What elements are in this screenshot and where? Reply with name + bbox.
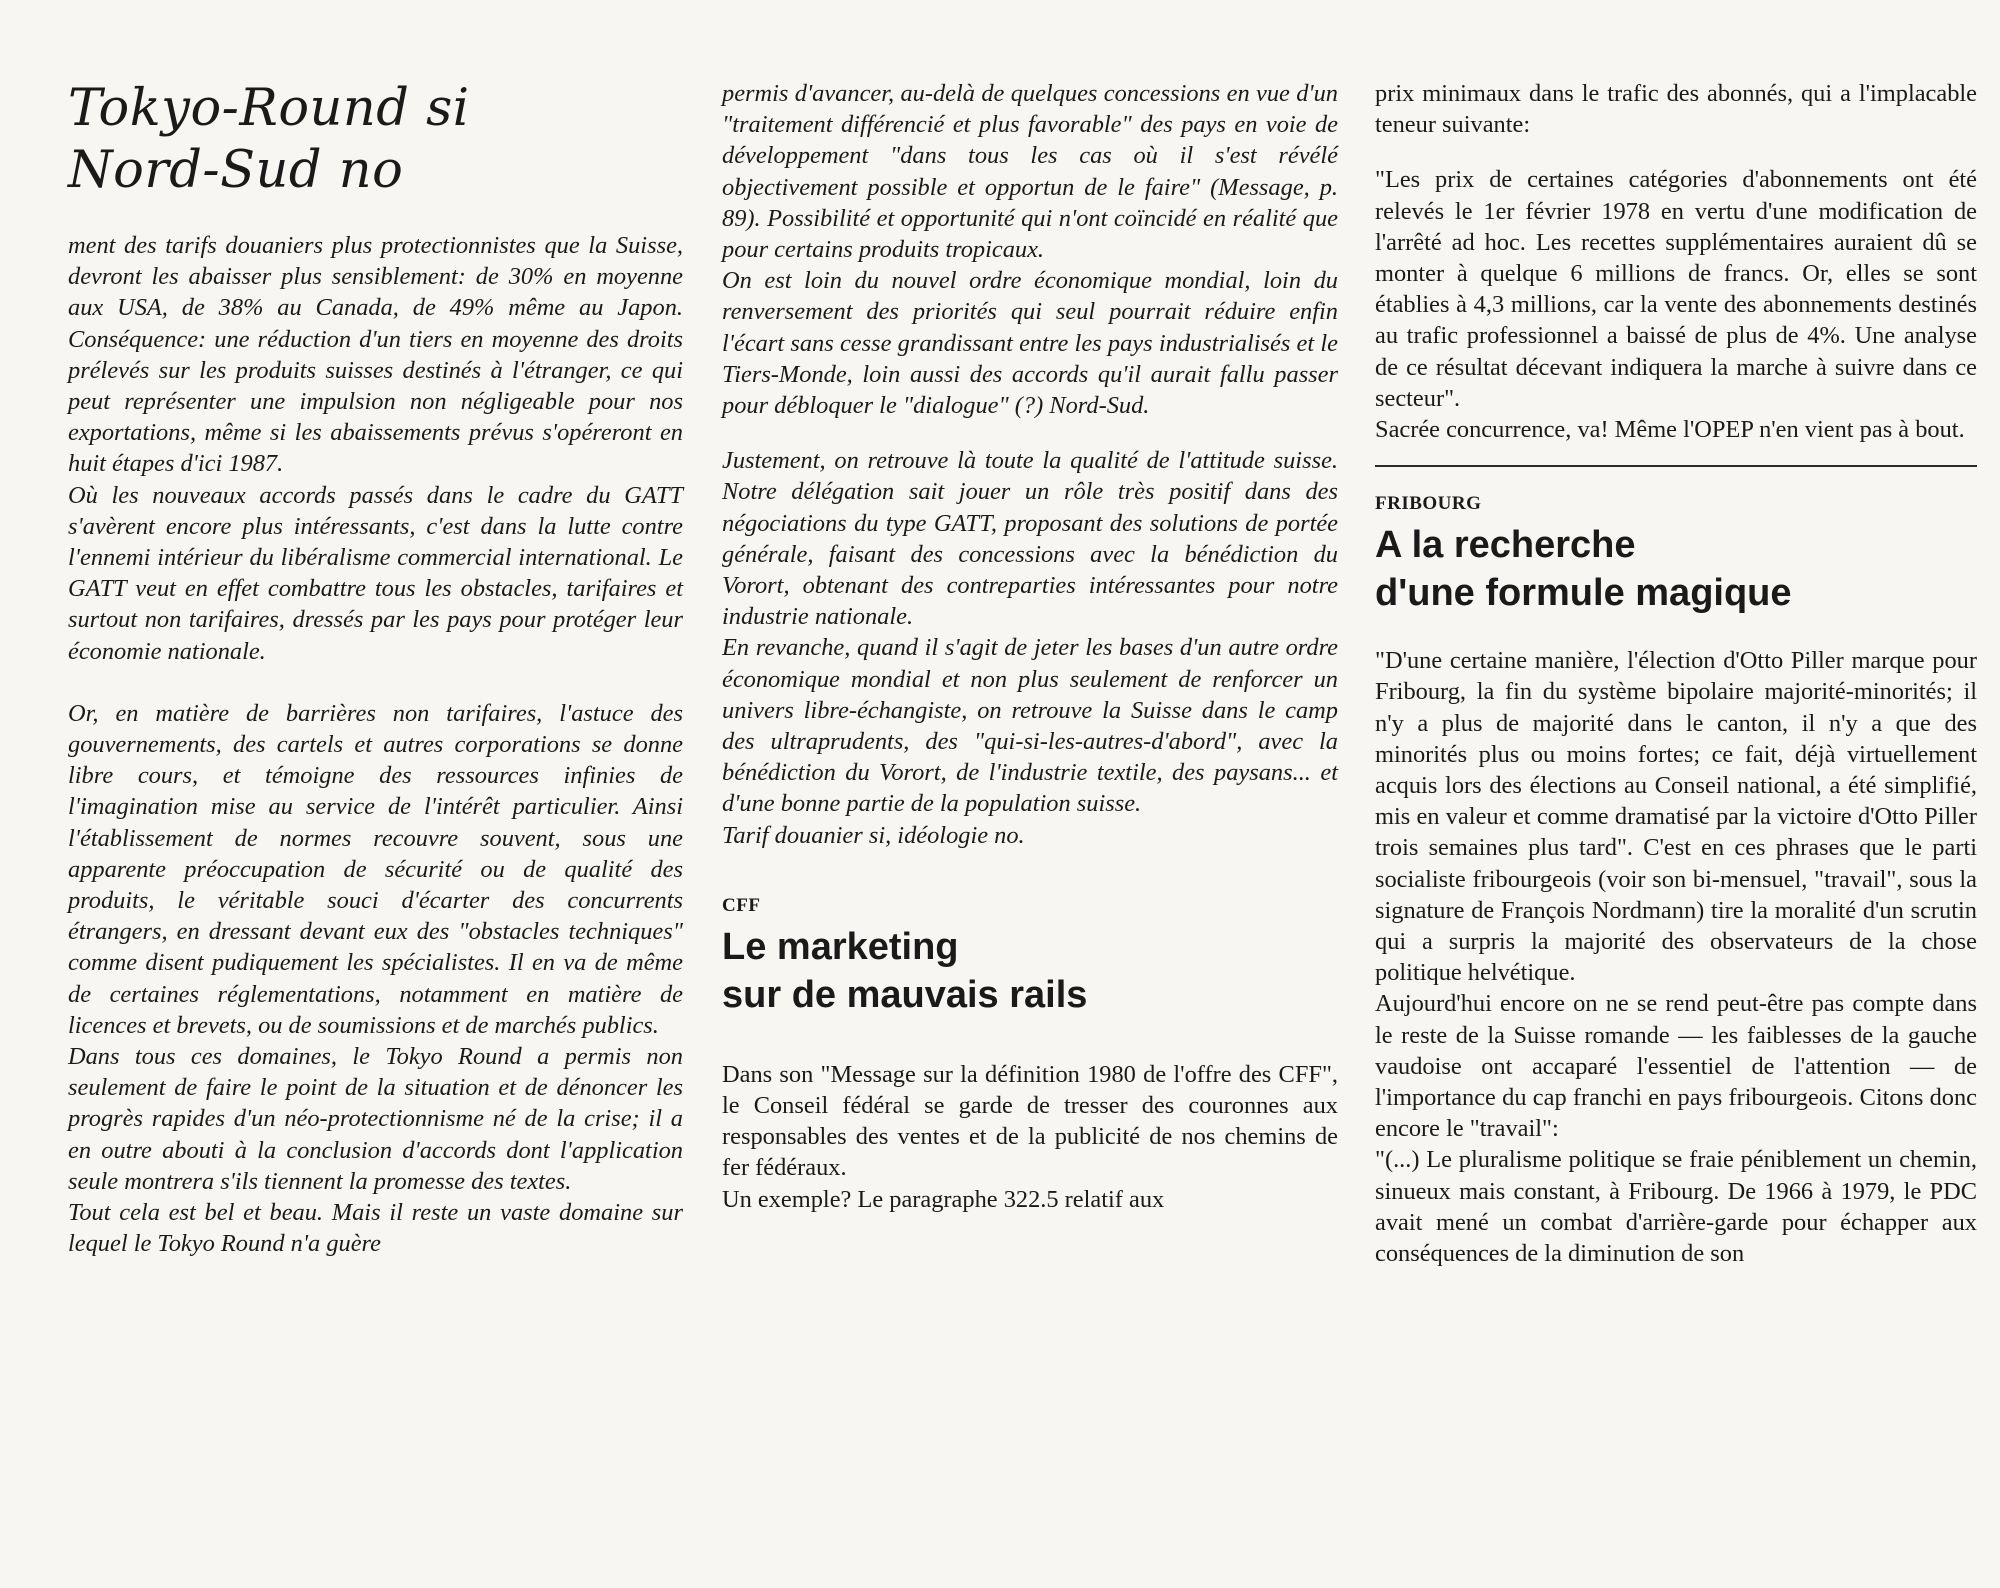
paragraph: Justement, on retrouve là toute la qualité de l'attitude suisse. Notre délégation sait jouer un rôle très positif dans des négociations du type GATT, proposant des solutions de portée générale, faisant des concessions avec la bénédiction du Vorort, obtenant des contreparties intéressantes pour notre industrie nationale.: [722, 447, 1338, 631]
column-middle: [722, 78, 1338, 1215]
paragraph: "(...) Le pluralisme politique se fraie péniblement un chemin, sinueux mais constant, à Fribourg. De 1966 à 1979, le PDC avait mené un combat d'arrière-garde pour échapper aux conséquences de la diminution de son: [1375, 1146, 1977, 1268]
article-title-line2: Nord-Sud no: [68, 141, 404, 200]
section-title-line2: d'une formule magique: [1375, 572, 1792, 615]
paragraph: Aujourd'hui encore on ne se rend peut-être pas compte dans le reste de la Suisse romande — les faiblesses de la gauche vaudoise ont accaparé l'essentiel de l'attention — de l'importance du cap franchi en pays fribourgeois. Citons donc encore le "travail":: [1375, 990, 1977, 1143]
paragraph: Sacrée concurrence, va! Même l'OPEP n'en vient pas à bout.: [1375, 416, 1965, 444]
paragraph: En revanche, quand il s'agit de jeter les bases d'un autre ordre économique mondial et non plus seulement de renforcer un univers libre-échangiste, on retrouve la Suisse dans le camp des ultraprudents, des "qui-si-les-autres-d'abord", avec la bénédiction du Vorort, de l'industrie textile, des paysans... et d'une bonne partie de la population suisse.: [722, 634, 1338, 818]
paragraph: Tout cela est bel et beau. Mais il reste un vaste domaine sur lequel le Tokyo Round n'a guère: [68, 1199, 683, 1258]
column-tokyo-round: [68, 78, 683, 1260]
paragraph: Dans son "Message sur la définition 1980 de l'offre des CFF", le Conseil fédéral se garde de tresser des couronnes aux responsables des ventes et de la publicité de nos chemins de fer fédéraux.: [722, 1060, 1338, 1182]
section-title-line1: A la recherche: [1375, 524, 1636, 567]
section-title-line1: Le marketing: [722, 925, 959, 968]
paragraph: permis d'avancer, au-delà de quelques concessions en vue d'un "traitement différencié et plus favorable" des pays en voie de développement "dans tous les cas où il s'est révélé objectivement possible et opportun de le faire" (Message, p. 89). Possibilité et opportunité qui n'ont coïncidé en réalité que pour certains produits tropicaux.: [722, 80, 1338, 264]
article-title: [68, 78, 683, 202]
section-title-fribourg: [1375, 521, 1977, 617]
section-title-line2: sur de mauvais rails: [722, 973, 1088, 1016]
paragraph: Or, en matière de barrières non tarifaires, l'astuce des gouvernements, des cartels et autres corporations se donne libre cours, et témoigne des ressources infinies de l'imagination mise au service de l'intérêt particulier. Ainsi l'établissement de normes recouvre souvent, sous une apparente préoccupation de sécurité ou de qualité des produits, le véritable souci d'écarter des concurrents étrangers, en dressant devant eux des "obstacles techniques" comme disent pudiquement les spécialistes. Il en va de même de certaines réglementations, notamment en matière de licences et brevets, ou de soumissions et de marchés publics.: [68, 699, 683, 1039]
paragraph: On est loin du nouvel ordre économique mondial, loin du renversement des priorités qui seul pourrait réduire enfin l'écart sans cesse grandissant entre les pays industrialisés et le Tiers-Monde, loin aussi des accords qu'il aurait fallu passer pour débloquer le "dialogue" (?) Nord-Sud.: [722, 267, 1338, 420]
section-title-cff: [722, 923, 1338, 1019]
paragraph: ment des tarifs douaniers plus protectionnistes que la Suisse, devront les abaisser plus sensiblement: de 30% en moyenne aux USA, de 38% au Canada, de 49% même au Japon. Conséquence: une réduction d'un tiers en moyenne des droits prélevés sur les produits suisses destinés à l'étranger, ce qui peut représenter une impulsion non négligeable pour nos exportations, même si les abaissements prévus s'opéreront en huit étapes d'ici 1987.: [68, 232, 683, 478]
paragraph: Tarif douanier si, idéologie no.: [722, 821, 1025, 849]
section-kicker-cff: CFF: [722, 894, 761, 916]
paragraph: Où les nouveaux accords passés dans le cadre du GATT s'avèrent encore plus intéressants, c'est dans la lutte contre l'ennemi intérieur du libéralisme commercial international. Le GATT veut en effet combattre tous les obstacles, tarifaires et surtout non tarifaires, dressés par les pays pour protéger leur économie nationale.: [68, 481, 683, 665]
paragraph: Dans tous ces domaines, le Tokyo Round a permis non seulement de faire le point de la situation et de dénoncer les progrès rapides d'un néo-protectionnisme né de la crise; il a en outre abouti à la conclusion d'accords dont l'application seule montrera s'ils tiennent la promesse des textes.: [68, 1043, 683, 1195]
paragraph: Un exemple? Le paragraphe 322.5 relatif aux: [722, 1185, 1165, 1213]
paragraph: prix minimaux dans le trafic des abonnés, qui a l'implacable teneur suivante:: [1375, 80, 1977, 139]
column-right: [1375, 78, 1977, 1269]
section-divider: [1375, 465, 1977, 467]
paragraph: "Les prix de certaines catégories d'abonnements ont été relevés le 1er février 1978 en vertu d'une modification de l'arrêté ad hoc. Les recettes supplémentaires auraient dû se monter à quelque 6 millions de francs. Or, elles se sont établies à 4,3 millions, car la vente des abonnements destinés au trafic professionnel a baissé de plus de 4%. Une analyse de ce résultat décevant indiquera la marche à suivre dans ce secteur".: [1375, 166, 1977, 412]
section-kicker-fribourg: FRIBOURG: [1375, 493, 1482, 515]
paragraph: "D'une certaine manière, l'élection d'Otto Piller marque pour Fribourg, la fin du système bipolaire majorité-minorités; il n'y a plus de majorité dans le canton, il n'y a que des minorités plus ou moins fortes; ce fait, déjà virtuellement acquis lors des élections au Conseil national, a été simplifié, mis en valeur et comme dramatisé par la victoire d'Otto Piller trois semaines plus tard". C'est en ces phrases que le parti socialiste fribourgeois (voir son bi-mensuel, "travail", sous la signature de François Nordmann) tire la moralité d'un scrutin qui a surpris la majorité des observateurs de la chose politique helvétique.: [1375, 647, 1977, 987]
article-title-line1: Tokyo-Round si: [68, 79, 470, 138]
